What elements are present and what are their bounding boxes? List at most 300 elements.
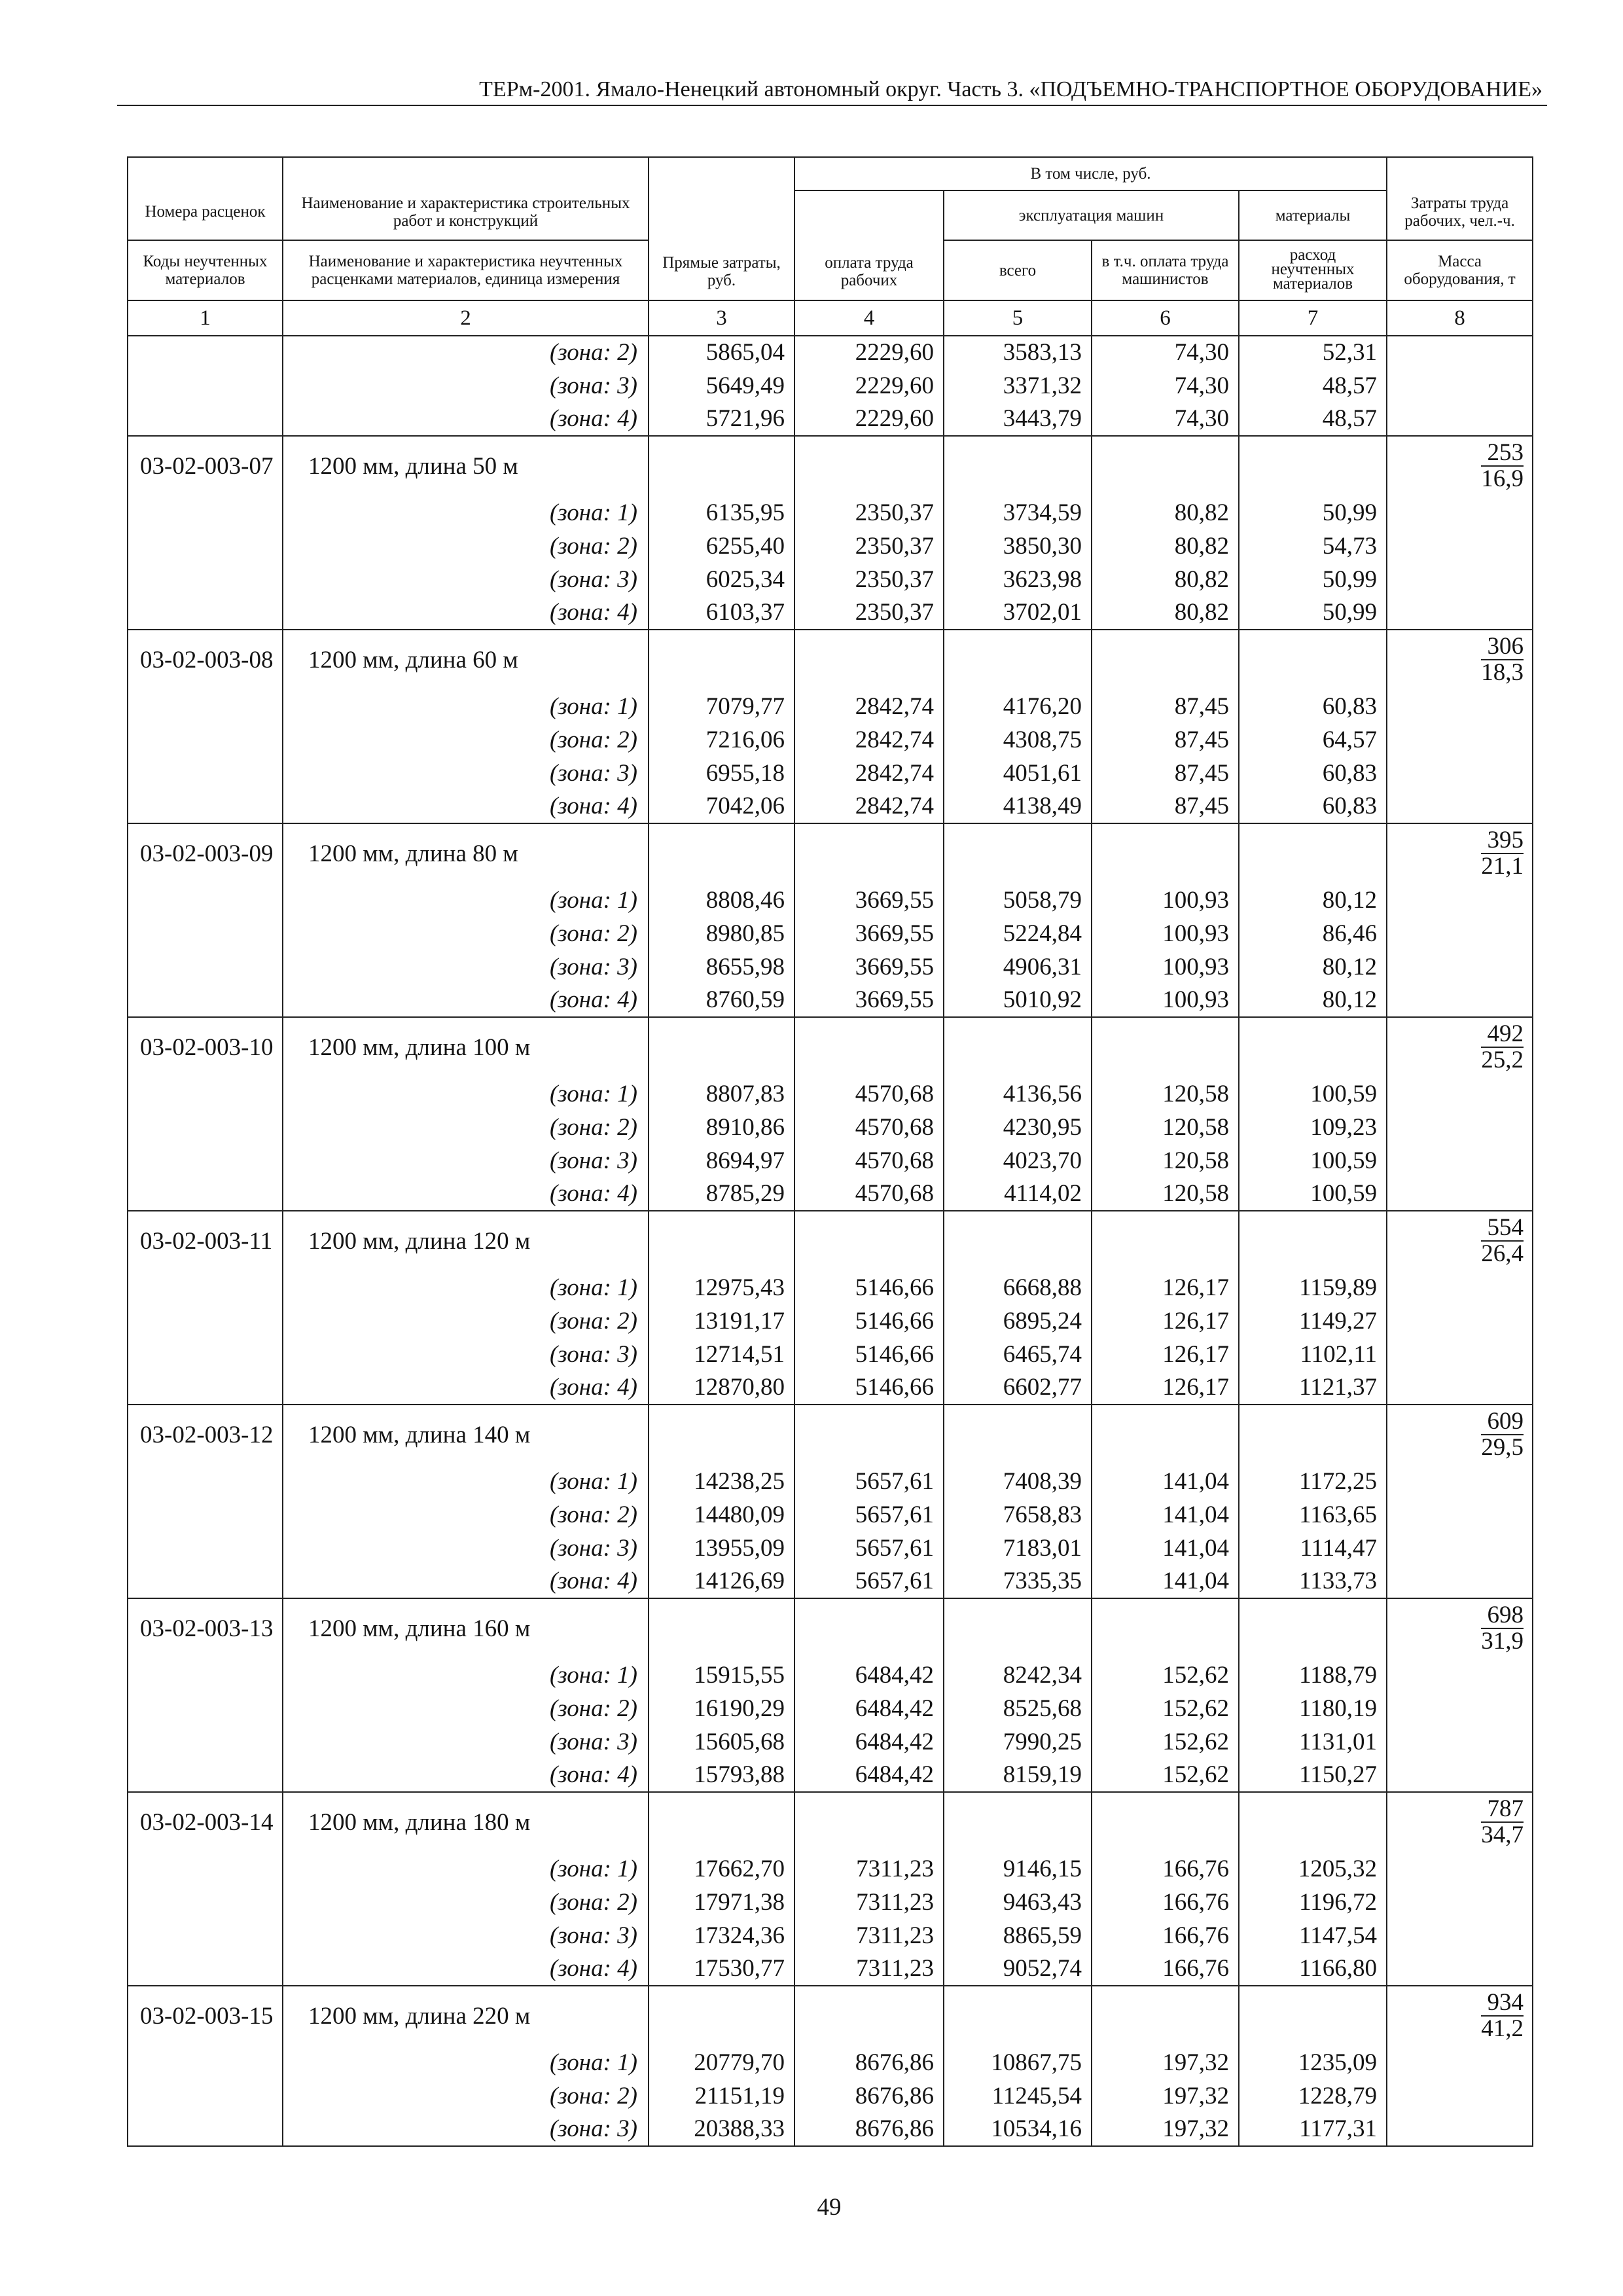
work-name: 1200 мм, длина 120 м: [283, 1211, 649, 1271]
zone-label: (зона: 3): [283, 2113, 649, 2146]
column-number: 4: [794, 300, 944, 336]
empty-cell: [128, 884, 283, 917]
machinists-cost-cell: 87,45: [1092, 723, 1239, 757]
direct-cost-cell: 13191,17: [649, 1304, 794, 1338]
machinists-cost-cell: 74,30: [1092, 403, 1239, 436]
price-table: [127, 156, 1533, 2147]
direct-cost-cell: 12714,51: [649, 1338, 794, 1371]
rate-code: 03-02-003-11: [128, 1211, 283, 1271]
rate-title-row: [128, 823, 1533, 884]
empty-cell: [1387, 1886, 1533, 1919]
rate-title-row: [128, 1792, 1533, 1852]
rate-group: [128, 630, 1533, 823]
machines-cost-cell: 8242,34: [944, 1659, 1092, 1692]
empty-cell: [1387, 1111, 1533, 1144]
empty-cell: [128, 529, 283, 563]
machines-cost-cell: 7990,25: [944, 1725, 1092, 1759]
empty-cell: [128, 563, 283, 596]
zone-row: [128, 1659, 1533, 1692]
empty-cell: [1387, 529, 1533, 563]
materials-cost-cell: 100,59: [1239, 1177, 1387, 1211]
machines-cost-cell: 7408,39: [944, 1465, 1092, 1498]
zone-label: (зона: 2): [283, 1304, 649, 1338]
header-row: [128, 157, 1533, 190]
machines-cost-cell: 6895,24: [944, 1304, 1092, 1338]
zone-row: [128, 1304, 1533, 1338]
machinists-cost-cell: 80,82: [1092, 496, 1239, 529]
materials-cost-cell: 1188,79: [1239, 1659, 1387, 1692]
machines-cost-cell: 5010,92: [944, 984, 1092, 1017]
machines-cost-cell: 6668,88: [944, 1271, 1092, 1304]
direct-cost-cell: 12870,80: [649, 1371, 794, 1405]
zone-row: [128, 496, 1533, 529]
empty-cell: [128, 1465, 283, 1498]
machines-cost-cell: 4023,70: [944, 1144, 1092, 1177]
empty-cell: [649, 630, 794, 690]
empty-cell: [1387, 1465, 1533, 1498]
empty-cell: [1239, 823, 1387, 884]
rate-numbers-label: Номера расценок: [145, 203, 266, 221]
materials-cost-cell: 1131,01: [1239, 1725, 1387, 1759]
direct-cost-cell: 8760,59: [649, 984, 794, 1017]
empty-cell: [794, 1405, 944, 1465]
machinists-cost-cell: 141,04: [1092, 1498, 1239, 1532]
rate-group: [128, 1986, 1533, 2146]
labor-and-mass-cell: [1387, 436, 1533, 496]
empty-cell: [1092, 1792, 1239, 1852]
zone-label: (зона: 1): [283, 1852, 649, 1886]
direct-cost-cell: 8655,98: [649, 950, 794, 984]
labor-cost-cell: 7311,23: [794, 1886, 944, 1919]
equipment-mass-header: [1387, 240, 1533, 300]
empty-cell: [649, 1986, 794, 2046]
empty-cell: [944, 1986, 1092, 2046]
work-name: 1200 мм, длина 60 м: [283, 630, 649, 690]
machinists-cost-cell: 100,93: [1092, 884, 1239, 917]
empty-cell: [1387, 369, 1533, 403]
labor-cost-cell: 4570,68: [794, 1177, 944, 1211]
materials-cost-cell: 100,59: [1239, 1077, 1387, 1111]
labor-hours: 698: [1481, 1603, 1524, 1629]
empty-cell: [1387, 1659, 1533, 1692]
zone-label: (зона: 1): [283, 496, 649, 529]
empty-cell: [1387, 984, 1533, 1017]
zone-label: (зона: 2): [283, 723, 649, 757]
machinist-pay-header: [1092, 240, 1239, 300]
machinists-cost-cell: 126,17: [1092, 1304, 1239, 1338]
zone-row: [128, 1692, 1533, 1725]
materials-cost-cell: 1228,79: [1239, 2079, 1387, 2113]
empty-cell: [1092, 1598, 1239, 1659]
empty-cell: [128, 1919, 283, 1952]
direct-cost-cell: 6103,37: [649, 596, 794, 630]
zone-label: (зона: 2): [283, 1886, 649, 1919]
fraction: [1481, 1797, 1524, 1848]
zone-row: [128, 1077, 1533, 1111]
labor-hours: 554: [1481, 1215, 1524, 1242]
work-name: 1200 мм, длина 180 м: [283, 1792, 649, 1852]
rate-code: 03-02-003-08: [128, 630, 283, 690]
empty-cell: [1092, 436, 1239, 496]
machines-cost-cell: 4308,75: [944, 723, 1092, 757]
empty-cell: [128, 496, 283, 529]
empty-cell: [1387, 1338, 1533, 1371]
zone-row: [128, 1271, 1533, 1304]
zone-row: [128, 950, 1533, 984]
unaccounted-materials-header: [1239, 240, 1387, 300]
materials-cost-cell: 1196,72: [1239, 1886, 1387, 1919]
direct-cost-cell: 14126,69: [649, 1565, 794, 1598]
materials-label: материалы: [1275, 206, 1351, 224]
machines-total-header: [944, 240, 1092, 300]
labor-hours-label: Затраты труда рабочих, чел.-ч.: [1404, 194, 1515, 230]
rate-code: 03-02-003-09: [128, 823, 283, 884]
rate-group: [128, 436, 1533, 630]
machinists-cost-cell: 120,58: [1092, 1144, 1239, 1177]
empty-cell: [1239, 1017, 1387, 1077]
materials-cost-cell: 60,83: [1239, 690, 1387, 723]
labor-cost-cell: 7311,23: [794, 1952, 944, 1986]
materials-cost-cell: 1121,37: [1239, 1371, 1387, 1405]
empty-cell: [128, 1692, 283, 1725]
labor-hours-header: [1387, 157, 1533, 240]
empty-cell: [794, 1211, 944, 1271]
machines-cost-cell: 9052,74: [944, 1952, 1092, 1986]
zone-row: [128, 1338, 1533, 1371]
zone-row: [128, 369, 1533, 403]
materials-cost-cell: 1133,73: [1239, 1565, 1387, 1598]
page-number: 49: [817, 2194, 842, 2221]
machinists-cost-cell: 126,17: [1092, 1338, 1239, 1371]
empty-cell: [794, 630, 944, 690]
materials-cost-cell: 1102,11: [1239, 1338, 1387, 1371]
fraction: [1481, 1990, 1524, 2041]
rate-code: 03-02-003-15: [128, 1986, 283, 2046]
machines-cost-cell: 4176,20: [944, 690, 1092, 723]
direct-cost-cell: 17530,77: [649, 1952, 794, 1986]
zone-label: (зона: 3): [283, 369, 649, 403]
machinists-cost-cell: 197,32: [1092, 2113, 1239, 2146]
materials-cost-cell: 80,12: [1239, 884, 1387, 917]
fraction: [1481, 1022, 1524, 1073]
rate-group: [128, 1792, 1533, 1986]
fraction: [1481, 440, 1524, 492]
machinists-cost-cell: 126,17: [1092, 1371, 1239, 1405]
zone-label: (зона: 1): [283, 1077, 649, 1111]
direct-cost-cell: 5865,04: [649, 336, 794, 369]
empty-cell: [128, 1177, 283, 1211]
materials-cost-cell: 86,46: [1239, 917, 1387, 950]
materials-cost-cell: 1149,27: [1239, 1304, 1387, 1338]
direct-cost-cell: 8980,85: [649, 917, 794, 950]
direct-cost-cell: 15793,88: [649, 1759, 794, 1792]
equipment-mass: 31,9: [1481, 1628, 1524, 1655]
empty-cell: [1092, 1211, 1239, 1271]
machines-cost-cell: 8159,19: [944, 1759, 1092, 1792]
zone-label: (зона: 1): [283, 2046, 649, 2079]
direct-cost-cell: 5721,96: [649, 403, 794, 436]
machinists-cost-cell: 197,32: [1092, 2046, 1239, 2079]
empty-cell: [794, 823, 944, 884]
labor-cost-cell: 2842,74: [794, 690, 944, 723]
empty-cell: [944, 1405, 1092, 1465]
zone-label: (зона: 4): [283, 1952, 649, 1986]
empty-cell: [1387, 596, 1533, 630]
zone-label: (зона: 2): [283, 2079, 649, 2113]
empty-cell: [944, 1792, 1092, 1852]
machines-cost-cell: 4906,31: [944, 950, 1092, 984]
zone-label: (зона: 1): [283, 884, 649, 917]
column-number: 2: [283, 300, 649, 336]
zone-label: (зона: 1): [283, 1271, 649, 1304]
materials-cost-cell: 1235,09: [1239, 2046, 1387, 2079]
direct-cost-cell: 7079,77: [649, 690, 794, 723]
labor-cost-cell: 3669,55: [794, 984, 944, 1017]
machines-cost-cell: 10534,16: [944, 2113, 1092, 2146]
machines-cost-cell: 5058,79: [944, 884, 1092, 917]
empty-cell: [128, 1498, 283, 1532]
labor-hours: 787: [1481, 1797, 1524, 1823]
empty-cell: [128, 1886, 283, 1919]
direct-cost-cell: 8807,83: [649, 1077, 794, 1111]
work-name: 1200 мм, длина 80 м: [283, 823, 649, 884]
labor-and-mass-cell: [1387, 1017, 1533, 1077]
machinists-cost-cell: 80,82: [1092, 529, 1239, 563]
machinists-cost-cell: 166,76: [1092, 1852, 1239, 1886]
rate-code: 03-02-003-13: [128, 1598, 283, 1659]
zone-row: [128, 1371, 1533, 1405]
labor-cost-cell: 2229,60: [794, 403, 944, 436]
empty-cell: [128, 2046, 283, 2079]
empty-cell: [128, 1371, 283, 1405]
material-codes-header: [128, 240, 283, 300]
labor-and-mass-cell: [1387, 630, 1533, 690]
direct-cost-cell: 17971,38: [649, 1886, 794, 1919]
materials-cost-cell: 1205,32: [1239, 1852, 1387, 1886]
empty-cell: [794, 1598, 944, 1659]
rate-group: [128, 1211, 1533, 1405]
empty-cell: [944, 1017, 1092, 1077]
labor-cost-cell: 2350,37: [794, 496, 944, 529]
labor-cost-cell: 8676,86: [794, 2046, 944, 2079]
empty-cell: [649, 1405, 794, 1465]
zone-label: (зона: 4): [283, 1565, 649, 1598]
empty-cell: [1387, 790, 1533, 823]
empty-cell: [944, 1211, 1092, 1271]
empty-cell: [1387, 563, 1533, 596]
machines-cost-cell: 9463,43: [944, 1886, 1092, 1919]
zone-row: [128, 757, 1533, 790]
direct-cost-cell: 8808,46: [649, 884, 794, 917]
labor-cost-cell: 5657,61: [794, 1532, 944, 1565]
zone-label: (зона: 4): [283, 1177, 649, 1211]
machines-cost-cell: 10867,75: [944, 2046, 1092, 2079]
machines-cost-cell: 3583,13: [944, 336, 1092, 369]
machines-cost-cell: 4051,61: [944, 757, 1092, 790]
empty-cell: [128, 1111, 283, 1144]
machines-cost-cell: 3702,01: [944, 596, 1092, 630]
materials-cost-cell: 50,99: [1239, 596, 1387, 630]
labor-hours: 395: [1481, 828, 1524, 854]
zone-row: [128, 1852, 1533, 1886]
rate-title-row: [128, 1405, 1533, 1465]
column-number: 8: [1387, 300, 1533, 336]
direct-cost-cell: 17324,36: [649, 1919, 794, 1952]
labor-cost-cell: 5146,66: [794, 1271, 944, 1304]
zone-row: [128, 1177, 1533, 1211]
empty-cell: [944, 436, 1092, 496]
including-header: [794, 157, 1387, 190]
empty-cell: [649, 436, 794, 496]
materials-cost-cell: 60,83: [1239, 790, 1387, 823]
direct-cost-cell: 21151,19: [649, 2079, 794, 2113]
machines-cost-cell: 7335,35: [944, 1565, 1092, 1598]
empty-cell: [128, 757, 283, 790]
empty-cell: [1092, 1986, 1239, 2046]
zone-row: [128, 1725, 1533, 1759]
direct-costs-header: [649, 157, 794, 300]
work-name: 1200 мм, длина 50 м: [283, 436, 649, 496]
including-label: В том числе, руб.: [1030, 165, 1151, 183]
empty-cell: [128, 1532, 283, 1565]
rate-code: 03-02-003-12: [128, 1405, 283, 1465]
empty-cell: [794, 436, 944, 496]
materials-cost-cell: 1180,19: [1239, 1692, 1387, 1725]
empty-cell: [128, 1304, 283, 1338]
machinists-cost-cell: 87,45: [1092, 790, 1239, 823]
labor-hours: 934: [1481, 1990, 1524, 2017]
empty-cell: [794, 1986, 944, 2046]
zone-row: [128, 336, 1533, 369]
machine-operation-header: [944, 190, 1239, 240]
empty-cell: [1387, 757, 1533, 790]
direct-cost-cell: 17662,70: [649, 1852, 794, 1886]
labor-cost-cell: 6484,42: [794, 1759, 944, 1792]
empty-cell: [1239, 1986, 1387, 2046]
empty-cell: [128, 790, 283, 823]
empty-cell: [128, 1952, 283, 1986]
materials-cost-cell: 50,99: [1239, 496, 1387, 529]
empty-cell: [1387, 1304, 1533, 1338]
machinists-cost-cell: 87,45: [1092, 757, 1239, 790]
machines-cost-cell: 4138,49: [944, 790, 1092, 823]
empty-cell: [1387, 336, 1533, 369]
zone-row: [128, 690, 1533, 723]
running-head: ТЕРм-2001. Ямало-Ненецкий автономный округ. Часть 3. «ПОДЪЕМНО-ТРАНСПОРТНОЕ ОБОРУДОВАНИЕ»: [479, 77, 1543, 101]
machines-cost-cell: 4114,02: [944, 1177, 1092, 1211]
machines-cost-cell: 6602,77: [944, 1371, 1092, 1405]
direct-cost-cell: 7042,06: [649, 790, 794, 823]
machines-cost-cell: 7183,01: [944, 1532, 1092, 1565]
labor-cost-cell: 3669,55: [794, 884, 944, 917]
materials-cost-cell: 1166,80: [1239, 1952, 1387, 1986]
machines-cost-cell: 3371,32: [944, 369, 1092, 403]
labor-hours: 253: [1481, 440, 1524, 467]
empty-cell: [1387, 1144, 1533, 1177]
empty-cell: [128, 723, 283, 757]
zone-label: (зона: 4): [283, 596, 649, 630]
zone-label: (зона: 4): [283, 1759, 649, 1792]
empty-cell: [794, 1017, 944, 1077]
equipment-mass: 16,9: [1481, 465, 1524, 492]
machines-cost-cell: 8865,59: [944, 1919, 1092, 1952]
materials-cost-cell: 64,57: [1239, 723, 1387, 757]
zone-label: (зона: 3): [283, 1919, 649, 1952]
material-names-header: [283, 240, 649, 300]
empty-cell: [128, 2079, 283, 2113]
labor-cost-cell: 4570,68: [794, 1111, 944, 1144]
machines-cost-cell: 7658,83: [944, 1498, 1092, 1532]
materials-cost-cell: 80,12: [1239, 984, 1387, 1017]
rate-title-row: [128, 1211, 1533, 1271]
direct-cost-cell: 7216,06: [649, 723, 794, 757]
work-name-header: [283, 157, 649, 240]
direct-cost-cell: 15915,55: [649, 1659, 794, 1692]
empty-cell: [128, 950, 283, 984]
machinists-cost-cell: 80,82: [1092, 596, 1239, 630]
material-codes-label: Коды неучтенных материалов: [143, 253, 268, 288]
column-number: 6: [1092, 300, 1239, 336]
machinists-cost-cell: 120,58: [1092, 1077, 1239, 1111]
zone-label: (зона: 1): [283, 1659, 649, 1692]
zone-label: (зона: 3): [283, 950, 649, 984]
zone-row: [128, 2113, 1533, 2146]
machine-operation-label: эксплуатация машин: [1018, 206, 1164, 224]
zone-label: (зона: 1): [283, 1465, 649, 1498]
work-name-label: Наименование и характеристика строительных работ и конструкций: [301, 194, 630, 230]
materials-cost-cell: 1172,25: [1239, 1465, 1387, 1498]
materials-cost-cell: 1177,31: [1239, 2113, 1387, 2146]
machines-cost-cell: 3623,98: [944, 563, 1092, 596]
labor-hours: 306: [1481, 634, 1524, 660]
continuation-group: [128, 336, 1533, 436]
empty-cell: [1387, 496, 1533, 529]
direct-cost-cell: 16190,29: [649, 1692, 794, 1725]
direct-cost-cell: 5649,49: [649, 369, 794, 403]
labor-cost-cell: 5146,66: [794, 1304, 944, 1338]
direct-costs-label: Прямые затраты, руб.: [662, 254, 781, 289]
zone-row: [128, 529, 1533, 563]
machinists-cost-cell: 152,62: [1092, 1725, 1239, 1759]
labor-cost-cell: 2350,37: [794, 529, 944, 563]
empty-cell: [128, 690, 283, 723]
machinists-cost-cell: 166,76: [1092, 1886, 1239, 1919]
empty-cell: [1387, 2079, 1533, 2113]
empty-cell: [1239, 1792, 1387, 1852]
empty-cell: [1387, 2113, 1533, 2146]
equipment-mass: 25,2: [1481, 1047, 1524, 1073]
empty-cell: [128, 1659, 283, 1692]
labor-cost-cell: 7311,23: [794, 1852, 944, 1886]
labor-cost-cell: 4570,68: [794, 1144, 944, 1177]
rate-numbers-header: [128, 157, 283, 240]
machinists-cost-cell: 141,04: [1092, 1465, 1239, 1498]
labor-cost-cell: 2229,60: [794, 369, 944, 403]
zone-row: [128, 917, 1533, 950]
unaccounted-materials-label: расход неучтенных материалов: [1271, 246, 1355, 293]
direct-cost-cell: 20779,70: [649, 2046, 794, 2079]
zone-label: (зона: 3): [283, 563, 649, 596]
empty-cell: [128, 1338, 283, 1371]
zone-label: (зона: 2): [283, 1692, 649, 1725]
empty-cell: [128, 1565, 283, 1598]
empty-cell: [1092, 1017, 1239, 1077]
zone-row: [128, 1144, 1533, 1177]
table-header: [128, 157, 1533, 336]
materials-cost-cell: 109,23: [1239, 1111, 1387, 1144]
empty-cell: [649, 1792, 794, 1852]
direct-cost-cell: 12975,43: [649, 1271, 794, 1304]
